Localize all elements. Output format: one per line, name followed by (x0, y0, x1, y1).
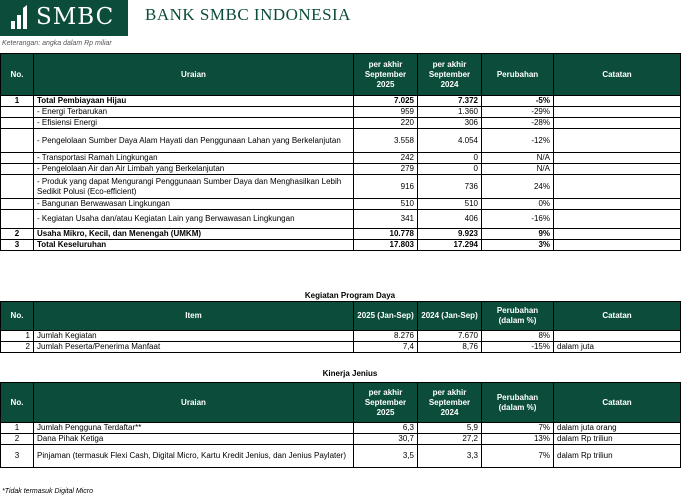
page-header (0, 0, 700, 40)
row-number (1, 164, 34, 175)
row-label: Jumlah Peserta/Penerima Manfaat (34, 342, 354, 353)
header-perubahan: Perubahan (482, 54, 554, 96)
header-no: No. (1, 383, 34, 423)
footnote: *Tidak termasuk Digital Micro (2, 488, 93, 495)
row-number (1, 129, 34, 153)
row-label: Jumlah Kegiatan (34, 331, 354, 342)
note (554, 210, 681, 229)
value-2025: 916 (354, 175, 418, 199)
change-percent: 3% (482, 240, 554, 251)
table-row (1, 434, 681, 445)
value-2025: 17.803 (354, 240, 418, 251)
note: dalam Rp triliun (554, 434, 681, 445)
smbc-logo (0, 0, 128, 36)
value-2025: 30,7 (354, 434, 418, 445)
value-2024: 1.360 (418, 107, 482, 118)
row-label: - Pengelolaan Sumber Daya Alam Hayati dan Penggunaan Lahan yang Berkelanjutan (34, 129, 354, 153)
note (554, 240, 681, 251)
change-percent: 8% (482, 331, 554, 342)
row-number (1, 175, 34, 199)
table-row (1, 240, 681, 251)
value-2024: 306 (418, 118, 482, 129)
header-2024: 2024 (Jan-Sep) (418, 302, 482, 331)
header-catatan: Catatan (554, 54, 681, 96)
value-2024: 3,3 (418, 445, 482, 468)
row-label: - Kegiatan Usaha dan/atau Kegiatan Lain yang Berwawasan Lingkungan (34, 210, 354, 229)
value-2024: 736 (418, 175, 482, 199)
note (554, 331, 681, 342)
value-2024: 27,2 (418, 434, 482, 445)
value-2024: 17.294 (418, 240, 482, 251)
value-2025: 510 (354, 199, 418, 210)
value-2025: 8.276 (354, 331, 418, 342)
row-label: - Pengelolaan Air dan Air Limbah yang Berkelanjutan (34, 164, 354, 175)
note (554, 96, 681, 107)
header-uraian: Uraian (34, 54, 354, 96)
value-2024: 7.372 (418, 96, 482, 107)
row-label: Total Pembiayaan Hijau (34, 96, 354, 107)
note (554, 229, 681, 240)
value-2025: 10.778 (354, 229, 418, 240)
note (554, 199, 681, 210)
row-label: Usaha Mikro, Kecil, dan Menengah (UMKM) (34, 229, 354, 240)
header-2024: per akhir September 2024 (418, 383, 482, 423)
table-row (1, 331, 681, 342)
change-percent: -29% (482, 107, 554, 118)
row-number: 2 (1, 229, 34, 240)
header-no: No. (1, 54, 34, 96)
value-2025: 242 (354, 153, 418, 164)
note: dalam juta orang (554, 423, 681, 434)
note (554, 129, 681, 153)
row-number: 1 (1, 96, 34, 107)
change-percent: 7% (482, 423, 554, 434)
logo-text: SMBC (36, 4, 115, 30)
row-number: 1 (1, 423, 34, 434)
row-number: 3 (1, 445, 34, 468)
value-2025: 3.558 (354, 129, 418, 153)
change-percent: N/A (482, 153, 554, 164)
row-number (1, 153, 34, 164)
table-row (1, 175, 681, 199)
value-2024: 0 (418, 164, 482, 175)
daya-program-table (0, 301, 681, 353)
row-label: Total Keseluruhan (34, 240, 354, 251)
row-label: - Transportasi Ramah Lingkungan (34, 153, 354, 164)
row-label: - Energi Terbarukan (34, 107, 354, 118)
table-row (1, 423, 681, 434)
header-catatan: Catatan (554, 383, 681, 423)
row-number: 3 (1, 240, 34, 251)
header-item: Item (34, 302, 354, 331)
table-header-row (1, 302, 681, 331)
value-2025: 3,5 (354, 445, 418, 468)
row-label: - Efisiensi Energi (34, 118, 354, 129)
value-2024: 510 (418, 199, 482, 210)
row-label: Jumlah Pengguna Terdaftar** (34, 423, 354, 434)
change-percent: -28% (482, 118, 554, 129)
table-row (1, 118, 681, 129)
change-percent: 24% (482, 175, 554, 199)
row-label: Pinjaman (termasuk Flexi Cash, Digital Micro, Kartu Kredit Jenius, dan Jenius Paylater) (34, 445, 354, 468)
row-label: - Bangunan Berwawasan Lingkungan (34, 199, 354, 210)
value-2025: 959 (354, 107, 418, 118)
value-2025: 7,4 (354, 342, 418, 353)
row-number (1, 210, 34, 229)
table-row (1, 153, 681, 164)
row-number: 2 (1, 342, 34, 353)
value-2024: 406 (418, 210, 482, 229)
value-2024: 8,76 (418, 342, 482, 353)
value-2024: 5,9 (418, 423, 482, 434)
change-percent: 9% (482, 229, 554, 240)
row-label: Dana Pihak Ketiga (34, 434, 354, 445)
header-perubahan: Perubahan (dalam %) (482, 383, 554, 423)
row-number (1, 199, 34, 210)
jenius-performance-table (0, 382, 681, 468)
row-number (1, 107, 34, 118)
header-uraian: Uraian (34, 383, 354, 423)
table-row (1, 342, 681, 353)
note (554, 107, 681, 118)
value-2025: 341 (354, 210, 418, 229)
table-row (1, 107, 681, 118)
header-catatan: Catatan (554, 302, 681, 331)
row-number: 1 (1, 331, 34, 342)
note (554, 153, 681, 164)
value-2025: 7.025 (354, 96, 418, 107)
note (554, 164, 681, 175)
green-financing-table (0, 53, 681, 251)
note (554, 118, 681, 129)
daya-program-title: Kegiatan Program Daya (304, 291, 396, 300)
value-2024: 9.923 (418, 229, 482, 240)
table-row (1, 199, 681, 210)
value-2024: 0 (418, 153, 482, 164)
jenius-performance-title: Kinerja Jenius (322, 369, 378, 378)
change-percent: N/A (482, 164, 554, 175)
header-2024: per akhir September 2024 (418, 54, 482, 96)
change-percent: 7% (482, 445, 554, 468)
header-2025: per akhir September 2025 (354, 383, 418, 423)
change-percent: -5% (482, 96, 554, 107)
change-percent: 0% (482, 199, 554, 210)
note (554, 175, 681, 199)
value-2024: 4.054 (418, 129, 482, 153)
change-percent: 13% (482, 434, 554, 445)
table-row (1, 164, 681, 175)
table-row (1, 96, 681, 107)
table-header-row (1, 54, 681, 96)
header-no: No. (1, 302, 34, 331)
header-2025: 2025 (Jan-Sep) (354, 302, 418, 331)
header-2025: per akhir September 2025 (354, 54, 418, 96)
value-2024: 7.670 (418, 331, 482, 342)
row-label: - Produk yang dapat Mengurangi Penggunaan Sumber Daya dan Menghasilkan Lebih Sedikit Polusi (Eco-efficient) (34, 175, 354, 199)
header-perubahan: Perubahan (dalam %) (482, 302, 554, 331)
value-2025: 220 (354, 118, 418, 129)
row-number (1, 118, 34, 129)
note: dalam Rp triliun (554, 445, 681, 468)
table-header-row (1, 383, 681, 423)
value-2025: 279 (354, 164, 418, 175)
unit-note: Keterangan: angka dalam Rp miliar (2, 40, 112, 47)
value-2025: 6,3 (354, 423, 418, 434)
change-percent: -16% (482, 210, 554, 229)
table-row (1, 229, 681, 240)
bank-name: BANK SMBC INDONESIA (145, 5, 351, 24)
table-row (1, 445, 681, 468)
table-row (1, 210, 681, 229)
smbc-leaf-icon (8, 3, 30, 31)
row-number: 2 (1, 434, 34, 445)
note: dalam juta (554, 342, 681, 353)
change-percent: -12% (482, 129, 554, 153)
table-row (1, 129, 681, 153)
change-percent: -15% (482, 342, 554, 353)
